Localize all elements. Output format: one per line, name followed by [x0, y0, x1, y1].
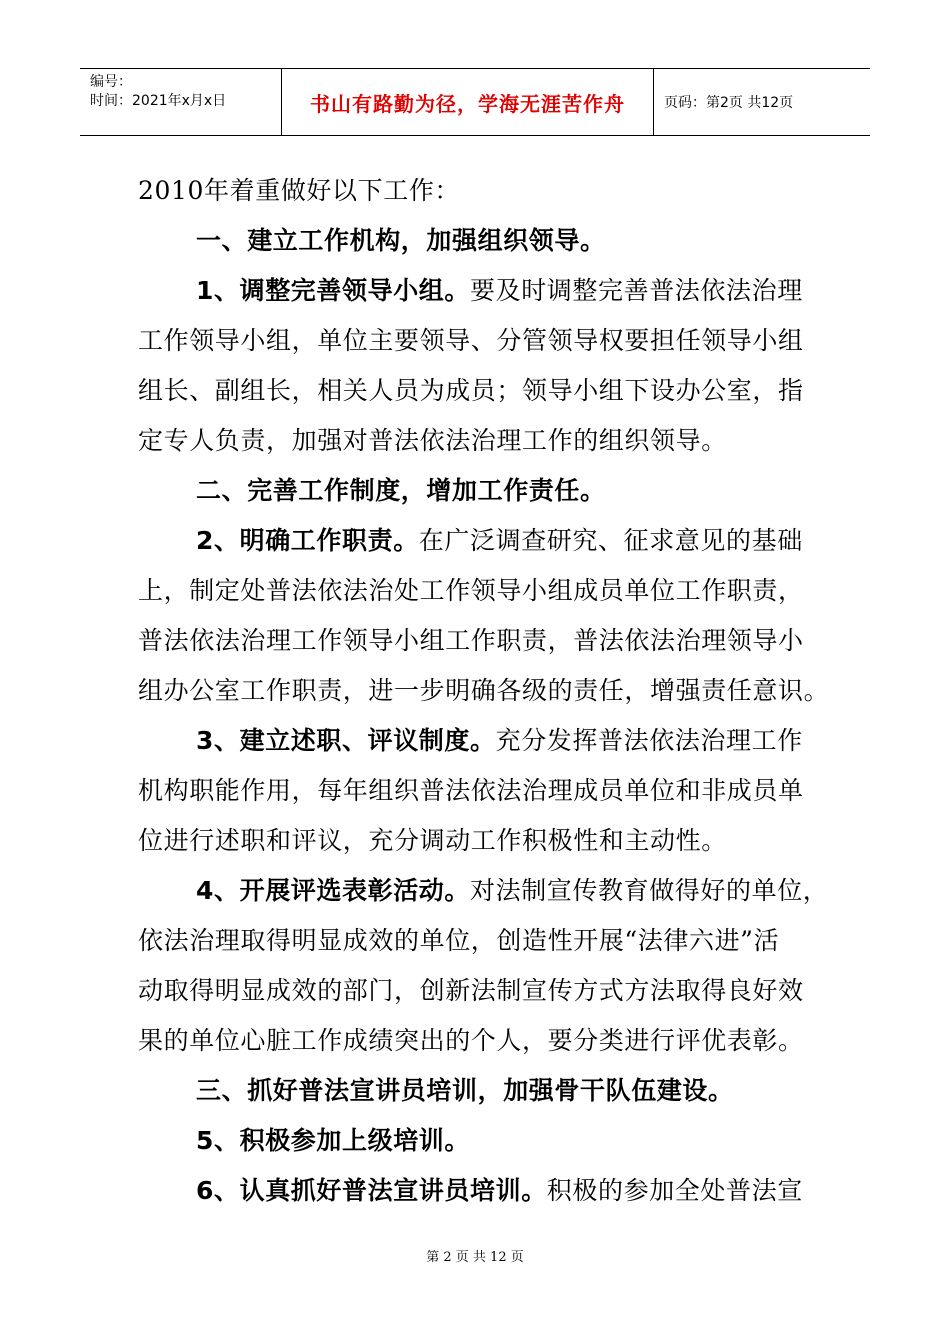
page-header: [80, 68, 870, 136]
body-text: 上，制定处普法依法治处工作领导小组成员单位工作职责，: [138, 576, 804, 605]
text-line: [138, 1166, 828, 1216]
date-label: 时间：2021年x月x日: [90, 93, 227, 109]
body-text: 2010年着重做好以下工作：: [138, 176, 461, 205]
body-text: 定专人负责，加强对普法依法治理工作的组织领导。: [138, 426, 727, 455]
text-line: [138, 1116, 828, 1166]
bold-heading: 6、认真抓好普法宣讲员培训。: [196, 1176, 547, 1205]
text-line: [138, 816, 828, 866]
motto-text: 书山有路勤为径，学海无涯苦作舟: [310, 91, 625, 116]
body-text: 依法治理取得明显成效的单位，创造性开展“法律六进”活: [138, 926, 780, 955]
text-line: [138, 566, 828, 616]
body-text: 组办公室工作职责，进一步明确各级的责任，增强责任意识。: [138, 676, 830, 705]
text-line: [138, 466, 828, 516]
number-label: 编号：: [90, 74, 132, 90]
header-motto-cell: [282, 69, 654, 135]
text-line: [138, 766, 828, 816]
text-line: [138, 966, 828, 1016]
header-page-info: 页码：第2页 共12页: [664, 95, 794, 111]
body-text: 果的单位心脏工作成绩突出的个人，要分类进行评优表彰。: [138, 1026, 804, 1055]
body-text: 积极的参加全处普法宣: [546, 1176, 803, 1205]
text-line: [138, 516, 828, 566]
text-line: [138, 216, 828, 266]
bold-heading: 二、完善工作制度，增加工作责任。: [196, 476, 606, 505]
page-footer: 第 2 页 共 12 页: [426, 1250, 524, 1265]
bold-heading: 三、抓好普法宣讲员培训，加强骨干队伍建设。: [196, 1076, 734, 1105]
bold-heading: 5、积极参加上级培训。: [196, 1126, 470, 1155]
bold-heading: 3、建立述职、评议制度。: [196, 726, 496, 755]
text-line: [138, 916, 828, 966]
body-text: 对法制宣传教育做得好的单位，: [470, 876, 829, 905]
body-text: 充分发挥普法依法治理工作: [495, 726, 803, 755]
text-line: [138, 316, 828, 366]
body-text: 机构职能作用，每年组织普法依法治理成员单位和非成员单: [138, 776, 804, 805]
body-text: 组长、副组长，相关人员为成员；领导小组下设办公室，指: [138, 376, 804, 405]
text-line: [138, 866, 828, 916]
bold-heading: 2、明确工作职责。: [196, 526, 419, 555]
body-text: 普法依法治理工作领导小组工作职责，普法依法治理领导小: [138, 626, 804, 655]
body-text: 位进行述职和评议，充分调动工作积极性和主动性。: [138, 826, 727, 855]
text-line: [138, 1066, 828, 1116]
bold-heading: 一、建立工作机构，加强组织领导。: [196, 226, 606, 255]
text-line: [138, 366, 828, 416]
text-line: [138, 1016, 828, 1066]
header-meta: [80, 69, 282, 135]
text-line: [138, 616, 828, 666]
text-line: [138, 716, 828, 766]
body-text: 在广泛调查研究、征求意见的基础: [418, 526, 803, 555]
body-text: 工作领导小组，单位主要领导、分管领导权要担任领导小组: [138, 326, 804, 355]
text-line: [138, 166, 828, 216]
body-text: 动取得明显成效的部门，创新法制宣传方式方法取得良好效: [138, 976, 804, 1005]
body-text: 要及时调整完善普法依法治理: [470, 276, 803, 305]
text-line: [138, 666, 828, 716]
bold-heading: 4、开展评选表彰活动。: [196, 876, 470, 905]
text-line: [138, 266, 828, 316]
bold-heading: 1、调整完善领导小组。: [196, 276, 470, 305]
document-body: [138, 166, 828, 1216]
text-line: [138, 416, 828, 466]
